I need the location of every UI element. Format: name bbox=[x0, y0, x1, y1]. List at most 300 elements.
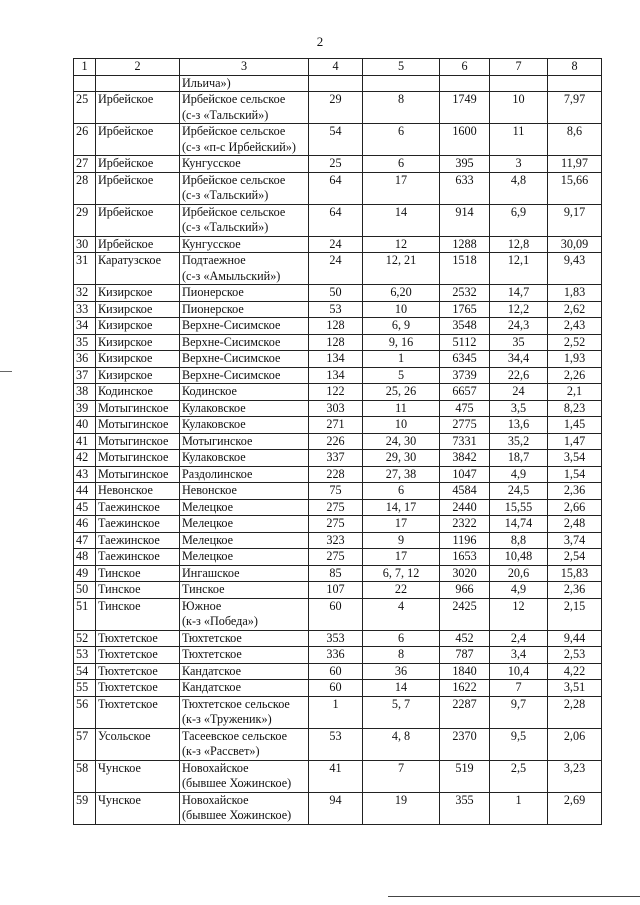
district-cell: Ирбейское bbox=[96, 204, 180, 236]
name-cell bbox=[180, 598, 309, 630]
value-cell-5: 8 bbox=[363, 647, 440, 664]
row-number: 36 bbox=[74, 351, 96, 368]
value-cell-8: 11,97 bbox=[548, 156, 602, 173]
value-cell-5: 22 bbox=[363, 582, 440, 599]
district-cell: Кизирское bbox=[96, 351, 180, 368]
name-cell bbox=[180, 124, 309, 156]
value-cell-4: 29 bbox=[309, 92, 363, 124]
value-cell-8: 8,23 bbox=[548, 400, 602, 417]
value-cell-4: 353 bbox=[309, 630, 363, 647]
value-cell-6: 1600 bbox=[440, 124, 490, 156]
value-cell-7: 14,7 bbox=[490, 285, 548, 302]
district-cell: Ирбейское bbox=[96, 124, 180, 156]
value-cell-6: 3739 bbox=[440, 367, 490, 384]
district-cell: Мотыгинское bbox=[96, 450, 180, 467]
row-number: 38 bbox=[74, 384, 96, 401]
value-cell-6: 1622 bbox=[440, 680, 490, 697]
header-cell: 3 bbox=[180, 59, 309, 76]
value-cell-6: 966 bbox=[440, 582, 490, 599]
value-cell-4: 53 bbox=[309, 301, 363, 318]
value-cell-7: 12 bbox=[490, 598, 548, 630]
row-number: 47 bbox=[74, 532, 96, 549]
value-cell-5: 6 bbox=[363, 124, 440, 156]
value-cell-5: 4 bbox=[363, 598, 440, 630]
table-row bbox=[74, 598, 602, 630]
value-cell-8: 2,15 bbox=[548, 598, 602, 630]
value-cell-7: 9,7 bbox=[490, 696, 548, 728]
value-cell-4: 271 bbox=[309, 417, 363, 434]
value-cell-5: 14 bbox=[363, 680, 440, 697]
value-cell-5: 4, 8 bbox=[363, 728, 440, 760]
header-row bbox=[74, 59, 602, 76]
district-cell: Мотыгинское bbox=[96, 466, 180, 483]
value-cell-6: 2322 bbox=[440, 516, 490, 533]
value-cell-7: 10,4 bbox=[490, 663, 548, 680]
value-cell-7: 35,2 bbox=[490, 433, 548, 450]
value-cell-7: 14,74 bbox=[490, 516, 548, 533]
table-row bbox=[74, 792, 602, 824]
value-cell-5: 10 bbox=[363, 301, 440, 318]
row-number: 46 bbox=[74, 516, 96, 533]
name-cell bbox=[180, 75, 309, 92]
value-cell-8: 30,09 bbox=[548, 236, 602, 253]
name-line: Кулаковское bbox=[182, 417, 246, 431]
value-cell-6: 355 bbox=[440, 792, 490, 824]
value-cell-4: 24 bbox=[309, 253, 363, 285]
name-cell bbox=[180, 253, 309, 285]
value-cell-8: 2,06 bbox=[548, 728, 602, 760]
table-row bbox=[74, 172, 602, 204]
value-cell-6: 5112 bbox=[440, 334, 490, 351]
name-line: Верхне-Сисимское bbox=[182, 334, 281, 349]
value-cell-8: 2,1 bbox=[548, 384, 602, 401]
value-cell-5: 27, 38 bbox=[363, 466, 440, 483]
district-cell: Тинское bbox=[96, 598, 180, 630]
row-number: 53 bbox=[74, 647, 96, 664]
name-line: Мелецкое bbox=[182, 532, 234, 547]
value-cell-8: 15,83 bbox=[548, 565, 602, 582]
value-cell-8 bbox=[548, 75, 602, 92]
value-cell-4: 94 bbox=[309, 792, 363, 824]
district-cell: Ирбейское bbox=[96, 156, 180, 173]
value-cell-8: 15,66 bbox=[548, 172, 602, 204]
row-number: 59 bbox=[74, 792, 96, 824]
table-row bbox=[74, 367, 602, 384]
value-cell-8: 2,66 bbox=[548, 499, 602, 516]
value-cell-4: 60 bbox=[309, 663, 363, 680]
value-cell-8: 1,47 bbox=[548, 433, 602, 450]
name-line: (бывшее Хожинское) bbox=[182, 776, 292, 790]
value-cell-4: 50 bbox=[309, 285, 363, 302]
table-row bbox=[74, 236, 602, 253]
name-cell bbox=[180, 516, 309, 533]
table-row bbox=[74, 532, 602, 549]
name-cell bbox=[180, 236, 309, 253]
name-line: Раздолинское bbox=[182, 466, 253, 481]
name-line: Верхне-Сисимское bbox=[182, 367, 281, 382]
name-cell bbox=[180, 204, 309, 236]
value-cell-8: 2,54 bbox=[548, 549, 602, 566]
row-number: 58 bbox=[74, 760, 96, 792]
row-number: 35 bbox=[74, 334, 96, 351]
header-cell: 7 bbox=[490, 59, 548, 76]
value-cell-4: 134 bbox=[309, 351, 363, 368]
value-cell-4: 275 bbox=[309, 516, 363, 533]
table-row bbox=[74, 400, 602, 417]
margin-mark bbox=[0, 371, 12, 372]
value-cell-4: 41 bbox=[309, 760, 363, 792]
value-cell-5: 9 bbox=[363, 532, 440, 549]
value-cell-7: 6,9 bbox=[490, 204, 548, 236]
value-cell-8: 1,54 bbox=[548, 466, 602, 483]
value-cell-8: 7,97 bbox=[548, 92, 602, 124]
value-cell-5: 5, 7 bbox=[363, 696, 440, 728]
name-line: Кандатское bbox=[182, 680, 242, 694]
district-cell: Тюхтетское bbox=[96, 696, 180, 728]
name-cell bbox=[180, 417, 309, 434]
value-cell-5: 17 bbox=[363, 516, 440, 533]
name-line: (к-з «Рассвет») bbox=[182, 744, 260, 758]
name-cell bbox=[180, 400, 309, 417]
value-cell-7: 15,55 bbox=[490, 499, 548, 516]
value-cell-7: 1 bbox=[490, 792, 548, 824]
value-cell-5: 17 bbox=[363, 172, 440, 204]
row-number: 28 bbox=[74, 172, 96, 204]
row-number: 31 bbox=[74, 253, 96, 285]
district-cell: Кодинское bbox=[96, 384, 180, 401]
value-cell-8: 9,44 bbox=[548, 630, 602, 647]
name-line: Мелецкое bbox=[182, 499, 234, 514]
value-cell-5: 14 bbox=[363, 204, 440, 236]
district-cell: Тинское bbox=[96, 565, 180, 582]
value-cell-7: 3,5 bbox=[490, 400, 548, 417]
value-cell-4: 275 bbox=[309, 499, 363, 516]
row-number: 33 bbox=[74, 301, 96, 318]
value-cell-6: 787 bbox=[440, 647, 490, 664]
table-row bbox=[74, 630, 602, 647]
value-cell-4: 323 bbox=[309, 532, 363, 549]
value-cell-8: 2,48 bbox=[548, 516, 602, 533]
value-cell-5: 6 bbox=[363, 630, 440, 647]
name-line: Ирбейское сельское bbox=[182, 172, 286, 187]
name-line: Мелецкое bbox=[182, 516, 234, 530]
value-cell-4: 85 bbox=[309, 565, 363, 582]
value-cell-6: 475 bbox=[440, 400, 490, 417]
value-cell-5: 17 bbox=[363, 549, 440, 566]
name-line: Южное bbox=[182, 598, 222, 613]
value-cell-7: 10,48 bbox=[490, 549, 548, 566]
name-cell bbox=[180, 318, 309, 335]
value-cell-6: 1840 bbox=[440, 663, 490, 680]
district-cell: Тюхтетское bbox=[96, 630, 180, 647]
value-cell-4: 54 bbox=[309, 124, 363, 156]
district-cell: Ирбейское bbox=[96, 172, 180, 204]
district-cell: Мотыгинское bbox=[96, 417, 180, 434]
name-line: (с-з «Амыльский») bbox=[182, 268, 281, 283]
footer-line bbox=[388, 896, 640, 897]
value-cell-5: 6,20 bbox=[363, 285, 440, 302]
name-cell bbox=[180, 760, 309, 792]
value-cell-7: 9,5 bbox=[490, 728, 548, 760]
row-number: 51 bbox=[74, 598, 96, 630]
district-cell: Тюхтетское bbox=[96, 680, 180, 697]
district-cell: Ирбейское bbox=[96, 236, 180, 253]
value-cell-5: 14, 17 bbox=[363, 499, 440, 516]
name-line: Мелецкое bbox=[182, 549, 234, 563]
table-body bbox=[74, 75, 602, 824]
row-number: 49 bbox=[74, 565, 96, 582]
name-line: Кулаковское bbox=[182, 400, 246, 415]
name-cell bbox=[180, 696, 309, 728]
value-cell-8: 3,54 bbox=[548, 450, 602, 467]
row-number: 50 bbox=[74, 582, 96, 599]
value-cell-4: 64 bbox=[309, 172, 363, 204]
name-cell bbox=[180, 92, 309, 124]
district-cell: Таежинское bbox=[96, 532, 180, 549]
value-cell-6: 452 bbox=[440, 630, 490, 647]
name-cell bbox=[180, 285, 309, 302]
district-cell: Кизирское bbox=[96, 367, 180, 384]
district-cell: Кизирское bbox=[96, 334, 180, 351]
value-cell-7: 18,7 bbox=[490, 450, 548, 467]
district-cell: Тюхтетское bbox=[96, 663, 180, 680]
name-line: Ингашское bbox=[182, 565, 240, 580]
value-cell-6: 1196 bbox=[440, 532, 490, 549]
name-cell bbox=[180, 499, 309, 516]
row-number: 44 bbox=[74, 483, 96, 500]
name-line: Ильича») bbox=[182, 75, 231, 90]
value-cell-7: 35 bbox=[490, 334, 548, 351]
value-cell-4 bbox=[309, 75, 363, 92]
value-cell-5: 11 bbox=[363, 400, 440, 417]
value-cell-5: 6 bbox=[363, 483, 440, 500]
row-number: 32 bbox=[74, 285, 96, 302]
value-cell-5: 19 bbox=[363, 792, 440, 824]
district-cell: Таежинское bbox=[96, 516, 180, 533]
value-cell-7: 34,4 bbox=[490, 351, 548, 368]
value-cell-4: 53 bbox=[309, 728, 363, 760]
name-line: (с-з «Тальский») bbox=[182, 220, 269, 234]
table-row bbox=[74, 285, 602, 302]
table-row bbox=[74, 417, 602, 434]
table-row bbox=[74, 92, 602, 124]
table-row bbox=[74, 483, 602, 500]
value-cell-7 bbox=[490, 75, 548, 92]
value-cell-6: 4584 bbox=[440, 483, 490, 500]
table-row bbox=[74, 549, 602, 566]
name-line: Кунгусское bbox=[182, 236, 241, 251]
value-cell-4: 60 bbox=[309, 598, 363, 630]
name-line: (с-з «п-с Ирбейский») bbox=[182, 139, 296, 154]
row-number: 41 bbox=[74, 433, 96, 450]
value-cell-7: 4,8 bbox=[490, 172, 548, 204]
row-number: 37 bbox=[74, 367, 96, 384]
district-cell: Мотыгинское bbox=[96, 433, 180, 450]
value-cell-6: 395 bbox=[440, 156, 490, 173]
value-cell-4: 226 bbox=[309, 433, 363, 450]
name-cell bbox=[180, 334, 309, 351]
name-line: Кодинское bbox=[182, 384, 237, 398]
value-cell-5: 24, 30 bbox=[363, 433, 440, 450]
district-cell: Кизирское bbox=[96, 285, 180, 302]
value-cell-4: 24 bbox=[309, 236, 363, 253]
district-cell: Каратузское bbox=[96, 253, 180, 285]
district-cell: Таежинское bbox=[96, 549, 180, 566]
name-cell bbox=[180, 172, 309, 204]
value-cell-5: 9, 16 bbox=[363, 334, 440, 351]
value-cell-8: 2,28 bbox=[548, 696, 602, 728]
name-line: Кунгусское bbox=[182, 156, 241, 170]
row-number: 29 bbox=[74, 204, 96, 236]
name-line: Тасеевское сельское bbox=[182, 728, 287, 743]
value-cell-7: 10 bbox=[490, 92, 548, 124]
row-number: 34 bbox=[74, 318, 96, 335]
value-cell-8: 9,17 bbox=[548, 204, 602, 236]
name-cell bbox=[180, 549, 309, 566]
table-row bbox=[74, 565, 602, 582]
value-cell-5: 6, 7, 12 bbox=[363, 565, 440, 582]
value-cell-6: 3548 bbox=[440, 318, 490, 335]
table-row bbox=[74, 680, 602, 697]
value-cell-4: 107 bbox=[309, 582, 363, 599]
district-cell: Кизирское bbox=[96, 301, 180, 318]
value-cell-7: 12,2 bbox=[490, 301, 548, 318]
value-cell-6: 2287 bbox=[440, 696, 490, 728]
value-cell-6: 3020 bbox=[440, 565, 490, 582]
value-cell-8: 2,62 bbox=[548, 301, 602, 318]
value-cell-8: 3,23 bbox=[548, 760, 602, 792]
row-number: 25 bbox=[74, 92, 96, 124]
value-cell-8: 3,51 bbox=[548, 680, 602, 697]
value-cell-4: 336 bbox=[309, 647, 363, 664]
table-row bbox=[74, 582, 602, 599]
name-line: Ирбейское сельское bbox=[182, 204, 286, 219]
name-line: Ирбейское сельское bbox=[182, 124, 286, 138]
value-cell-5: 6, 9 bbox=[363, 318, 440, 335]
value-cell-7: 4,9 bbox=[490, 466, 548, 483]
name-cell bbox=[180, 367, 309, 384]
value-cell-6: 633 bbox=[440, 172, 490, 204]
value-cell-4: 228 bbox=[309, 466, 363, 483]
district-cell: Мотыгинское bbox=[96, 400, 180, 417]
row-number: 56 bbox=[74, 696, 96, 728]
table-row bbox=[74, 663, 602, 680]
district-cell bbox=[96, 75, 180, 92]
value-cell-7: 12,1 bbox=[490, 253, 548, 285]
value-cell-5: 8 bbox=[363, 92, 440, 124]
value-cell-8: 1,45 bbox=[548, 417, 602, 434]
value-cell-4: 134 bbox=[309, 367, 363, 384]
row-number: 57 bbox=[74, 728, 96, 760]
table-row bbox=[74, 516, 602, 533]
name-line: Новохайское bbox=[182, 792, 249, 807]
row-number: 55 bbox=[74, 680, 96, 697]
value-cell-4: 64 bbox=[309, 204, 363, 236]
name-cell bbox=[180, 483, 309, 500]
name-line: Подтаежное bbox=[182, 253, 246, 267]
value-cell-4: 75 bbox=[309, 483, 363, 500]
row-number: 39 bbox=[74, 400, 96, 417]
name-line: Новохайское bbox=[182, 760, 249, 775]
value-cell-8: 8,6 bbox=[548, 124, 602, 156]
name-line: Кулаковское bbox=[182, 450, 246, 464]
district-cell: Тюхтетское bbox=[96, 647, 180, 664]
name-cell bbox=[180, 663, 309, 680]
value-cell-5: 1 bbox=[363, 351, 440, 368]
value-cell-7: 24 bbox=[490, 384, 548, 401]
page-number: 2 bbox=[316, 34, 324, 49]
name-cell bbox=[180, 630, 309, 647]
name-line: Верхне-Сисимское bbox=[182, 351, 281, 365]
value-cell-6: 6657 bbox=[440, 384, 490, 401]
table-row bbox=[74, 384, 602, 401]
name-cell bbox=[180, 582, 309, 599]
table-row bbox=[74, 156, 602, 173]
value-cell-4: 337 bbox=[309, 450, 363, 467]
value-cell-6: 2532 bbox=[440, 285, 490, 302]
value-cell-5: 25, 26 bbox=[363, 384, 440, 401]
name-cell bbox=[180, 466, 309, 483]
table-row bbox=[74, 433, 602, 450]
name-line: Ирбейское сельское bbox=[182, 92, 286, 106]
row-number: 54 bbox=[74, 663, 96, 680]
table-row bbox=[74, 253, 602, 285]
value-cell-8: 3,74 bbox=[548, 532, 602, 549]
value-cell-7: 11 bbox=[490, 124, 548, 156]
name-cell bbox=[180, 792, 309, 824]
name-line: Тюхтетское bbox=[182, 647, 242, 661]
value-cell-7: 8,8 bbox=[490, 532, 548, 549]
header-cell: 8 bbox=[548, 59, 602, 76]
row-number: 40 bbox=[74, 417, 96, 434]
value-cell-5: 12, 21 bbox=[363, 253, 440, 285]
value-cell-6: 519 bbox=[440, 760, 490, 792]
row-number: 27 bbox=[74, 156, 96, 173]
value-cell-8: 2,36 bbox=[548, 582, 602, 599]
name-cell bbox=[180, 532, 309, 549]
name-cell bbox=[180, 647, 309, 664]
name-line: Пионерское bbox=[182, 301, 244, 316]
value-cell-7: 7 bbox=[490, 680, 548, 697]
value-cell-6: 1518 bbox=[440, 253, 490, 285]
value-cell-8: 2,69 bbox=[548, 792, 602, 824]
value-cell-6: 1765 bbox=[440, 301, 490, 318]
table-row bbox=[74, 499, 602, 516]
value-cell-4: 25 bbox=[309, 156, 363, 173]
value-cell-5: 7 bbox=[363, 760, 440, 792]
row-number: 43 bbox=[74, 466, 96, 483]
name-line: Тюхтетское bbox=[182, 630, 242, 645]
district-cell: Чунское bbox=[96, 760, 180, 792]
district-cell: Таежинское bbox=[96, 499, 180, 516]
district-cell: Ирбейское bbox=[96, 92, 180, 124]
name-line: Невонское bbox=[182, 483, 237, 497]
value-cell-4: 60 bbox=[309, 680, 363, 697]
table-row bbox=[74, 318, 602, 335]
value-cell-5: 36 bbox=[363, 663, 440, 680]
name-line: (бывшее Хожинское) bbox=[182, 808, 292, 822]
table-row bbox=[74, 466, 602, 483]
value-cell-8: 2,52 bbox=[548, 334, 602, 351]
header-cell: 4 bbox=[309, 59, 363, 76]
value-cell-5: 5 bbox=[363, 367, 440, 384]
row-number: 30 bbox=[74, 236, 96, 253]
name-cell bbox=[180, 450, 309, 467]
deposits-table bbox=[73, 58, 602, 825]
district-cell: Невонское bbox=[96, 483, 180, 500]
value-cell-7: 22,6 bbox=[490, 367, 548, 384]
value-cell-4: 128 bbox=[309, 318, 363, 335]
